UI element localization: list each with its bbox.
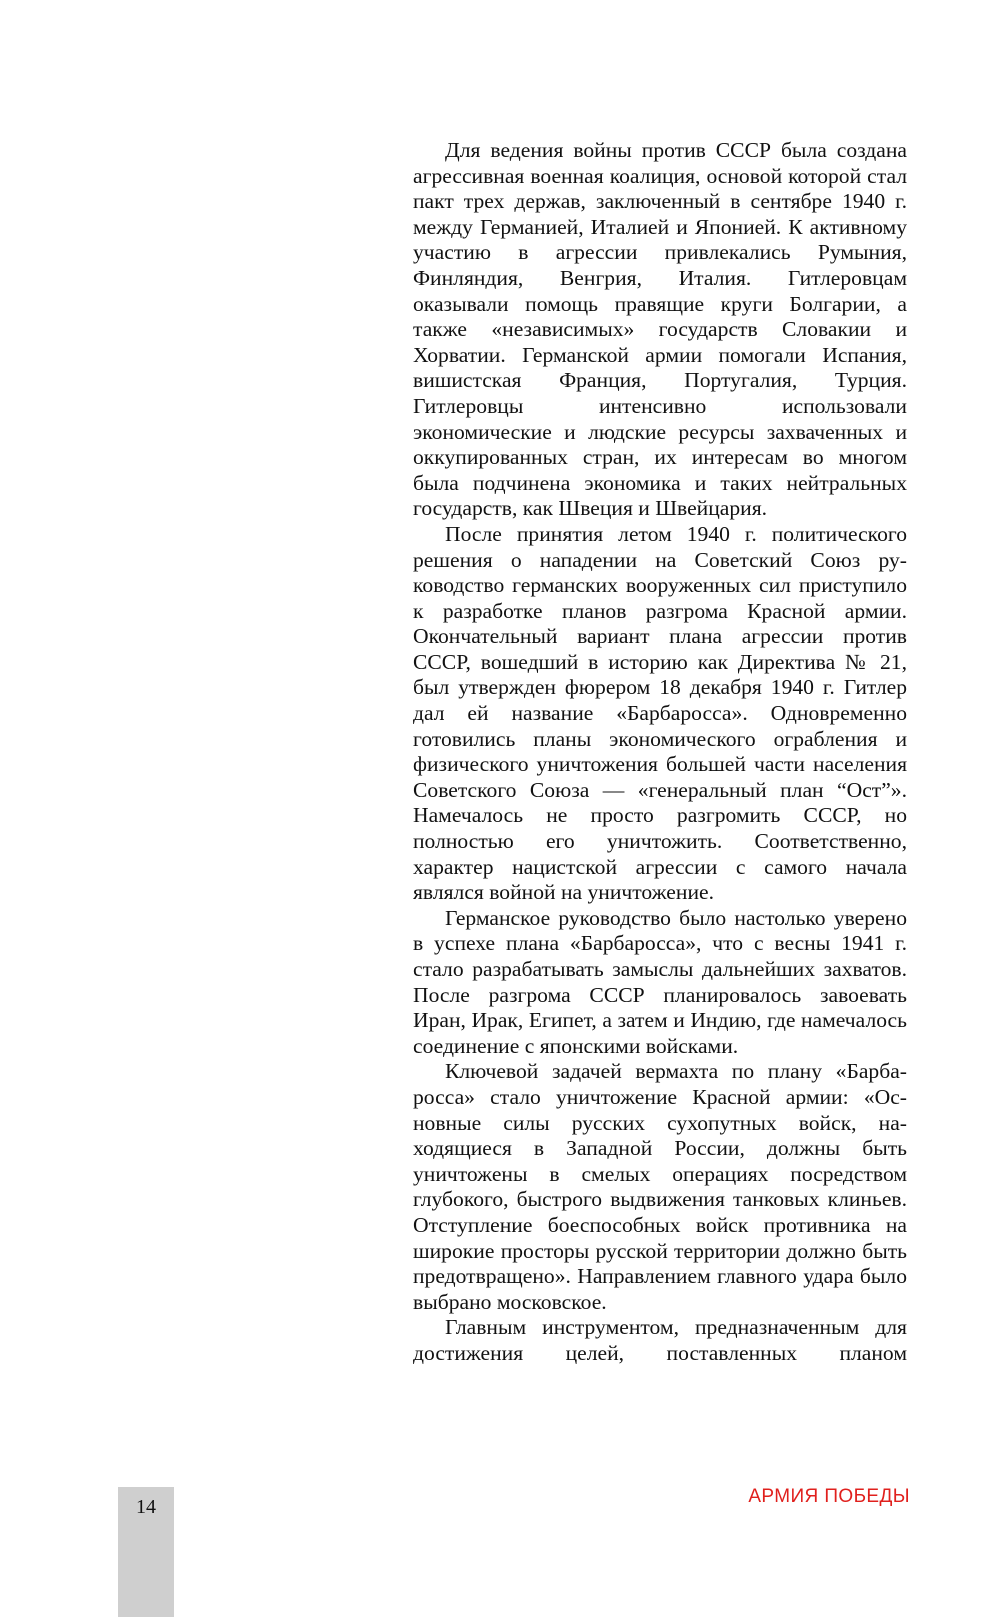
paragraph-1: Для ведения войны против СССР была создана агрессивная военная коалиция, основой которой стал пакт трех держав, заключенный в сентябре 1940 г. между Германией, Италией и Японией. К активному участию в агрессии привлекались Румыния, Финляндия, Венгрия, Италия. Гитлеровцам оказывали помощь правящие круги Болгарии, а также «независимых» государств Словакии и Хорватии. Германской армии помогали Испания, вишистская Франция, Португалия, Турция. Гитлеровцы интенсивно использовали экономические и людские ресурсы захваченных и оккупированных стран, их интересам во многом была подчинена экономика и таких нейтральных государств, как Швеция и Швейцария. bbox=[413, 138, 907, 521]
paragraph-5: Главным инструментом, предназначенным для достижения целей, поставленных планом bbox=[413, 1315, 907, 1365]
paragraph-3: Германское руководство было настолько уверено в успехе плана «Барбаросса», что с весны 1941 г. стало разрабатывать замыслы дальнейших захватов. После разгрома СССР планировалось завоевать Иран, Ирак, Египет, а затем и Индию, где намечалось соединение с японскими войсками. bbox=[413, 905, 907, 1058]
main-text-column bbox=[413, 138, 907, 1367]
paragraph-4: Ключевой задачей вермахта по плану «Барбаросса» стало уничтожение Красной армии: «Основные силы русских сухопутных войск, находящиеся в Западной России, должны быть уничтожены в смелых операциях посредством глубокого, быстрого выдвижения танковых клиньев. Отступление боеспособных войск противника на широкие просторы русской территории должно быть предотвращено». Направлением главного удара было выбрано московское. bbox=[413, 1059, 907, 1314]
page-number: 14 bbox=[136, 1496, 156, 1518]
running-title: АРМИЯ ПОБЕДЫ bbox=[748, 1486, 910, 1507]
paragraph-2: После принятия летом 1940 г. политического решения о нападении на Советский Союз руководство германских вооруженных сил приступило к разработке планов разгрома Красной армии. Окончательный вариант плана агрессии против СССР, вошедший в историю как Директива № 21, был утвержден фюрером 18 декабря 1940 г. Гитлер дал ей название «Барбаросса». Одновременно готовились планы экономического ограбления и физического уничтожения большей части населения Советского Союза — «генеральный план “Ост”». Намечалось не просто разгромить СССР, но полностью его уничтожить. Соответственно, характер нацистской агрессии с самого начала являлся войной на уничтожение. bbox=[413, 521, 907, 905]
